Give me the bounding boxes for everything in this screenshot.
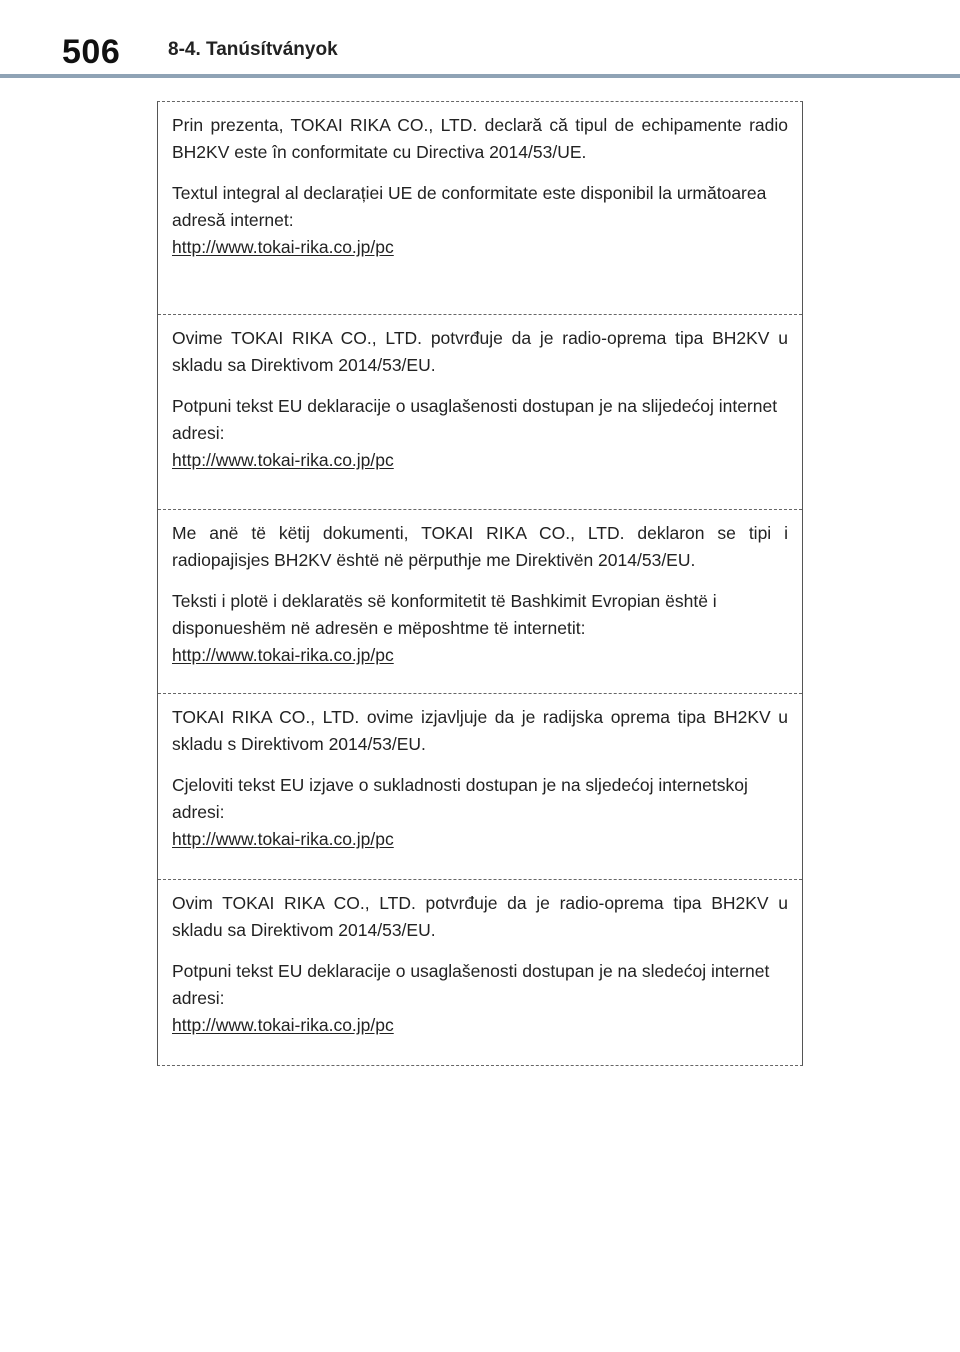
declaration-statement: Me anë të këtij dokumenti, TOKAI RIKA CO., LTD. deklaron se tipi i radiopajisjes BH2KV është në përputhje me Direktivën 2014/53/EU. [172,523,788,570]
declaration-availability: Potpuni tekst EU deklaracije o usaglašenosti dostupan je na sledećoj internet adresi: [172,961,770,1008]
declaration-url-link[interactable]: http://www.tokai-rika.co.jp/pc [172,1015,394,1035]
declaration-statement: Prin prezenta, TOKAI RIKA CO., LTD. declară că tipul de echipamente radio BH2KV este în conformitate cu Directiva 2014/53/UE. [172,115,788,162]
section-title: 8-4. Tanúsítványok [168,39,338,60]
declaration-albanian [158,509,802,693]
declaration-table [157,101,803,1066]
declaration-availability: Textul integral al declarației UE de conformitate este disponibil la următoarea adresă internet: [172,183,767,230]
declaration-availability: Cjeloviti tekst EU izjave o sukladnosti dostupan je na sljedećoj internetskoj adresi: [172,775,748,822]
page-header [0,0,960,78]
declaration-statement: Ovime TOKAI RIKA CO., LTD. potvrđuje da je radio-oprema tipa BH2KV u skladu sa Direktivom 2014/53/EU. [172,328,788,375]
declaration-statement: Ovim TOKAI RIKA CO., LTD. potvrđuje da je radio-oprema tipa BH2KV u skladu sa Direktivom 2014/53/EU. [172,893,788,940]
declaration-availability: Teksti i plotë i deklaratës së konformitetit të Bashkimit Evropian është i disponueshëm në adresën e mëposhtme të internetit: [172,591,717,638]
page-number: 506 [62,33,121,71]
declaration-serbian [158,879,802,1065]
declaration-url-link[interactable]: http://www.tokai-rika.co.jp/pc [172,645,394,665]
declaration-availability: Potpuni tekst EU deklaracije o usaglašenosti dostupan je na slijedećoj internet adresi: [172,396,778,443]
declaration-croatian [158,693,802,879]
declaration-url-link[interactable]: http://www.tokai-rika.co.jp/pc [172,237,394,257]
declaration-romanian [158,102,802,314]
header-divider [0,74,960,78]
declaration-statement: TOKAI RIKA CO., LTD. ovime izjavljuje da je radijska oprema tipa BH2KV u skladu s Direktivom 2014/53/EU. [172,707,788,754]
declaration-url-link[interactable]: http://www.tokai-rika.co.jp/pc [172,829,394,849]
declaration-bosnian [158,314,802,509]
declaration-url-link[interactable]: http://www.tokai-rika.co.jp/pc [172,450,394,470]
